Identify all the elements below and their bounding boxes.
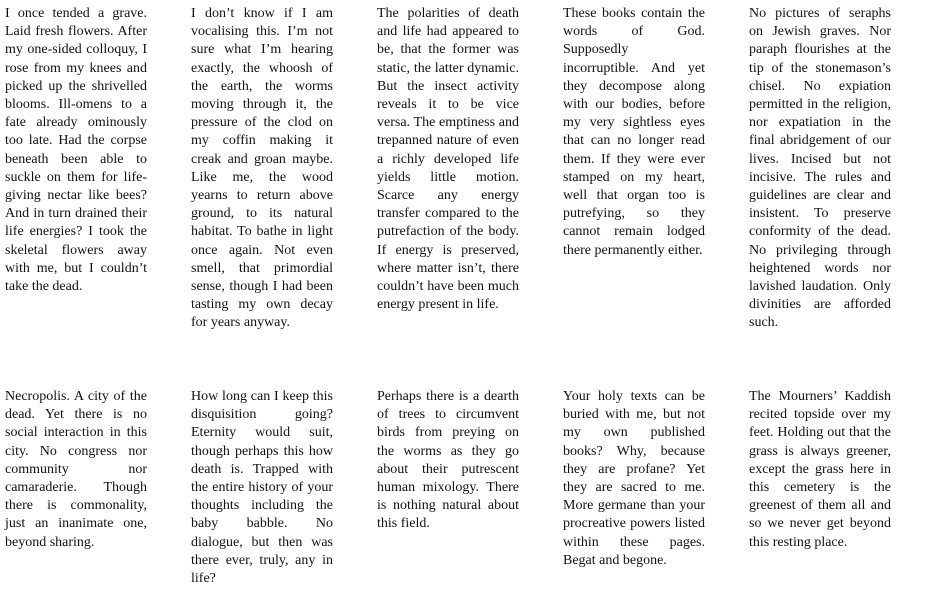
text-block-kaddish: The Mourners’ Kaddish recited topside over my feet. Holding out that the grass is always greener, except the grass here in this cemetery is the greenest of them all and so we never get beyond this resting place. [749,389,891,550]
text-block-trees: Perhaps there is a dearth of trees to circumvent birds from preying on the worms as they go about their putrescent human mixology. There is nothing natural about this field. [377,389,519,532]
text-block-holy-texts: Your holy texts can be buried with me, but not my own published books? Why, because they are profane? Yet they are sacred to me. More germane than your procreative powers listed within these pages. Begat and begone. [563,389,705,568]
text-block-jewish-graves: No pictures of seraphs on Jewish graves. Nor paraph flourishes at the tip of the stonemason’s chisel. No expiation permitted in the religion, nor expatiation in the final abridgement of our lives. Incised but not incisive. The rules and guidelines are clear and insistent. To preserve conformity of the dead. No privileging through heightened words nor lavished laudation. Only divinities are afforded such. [749,6,891,331]
text-block-polarities: The polarities of death and life had appeared to be, that the former was static, the latter dynamic. But the insect activity reveals it to be vice versa. The emptiness and trepanned nature of even a richly developed life yields little motion. Scarce any energy transfer compared to the putrefaction of the body. If energy is preserved, where matter isn’t, there couldn’t have been much energy present in life. [377,6,519,313]
text-block-vocalising: I don’t know if I am vocalising this. I’m not sure what I’m hearing exactly, the whoosh of the earth, the worms moving through it, the pressure of the clod on my coffin making it creak and groan maybe. Like me, the wood yearns to return above ground, to its natural habitat. To bathe in light once again. Not even smell, that primordial sense, though I had been tasting my own decay for years anyway. [191,6,333,331]
text-block-words-of-god: These books contain the words of God. Supposedly incorruptible. And yet they decompose along with our bodies, before my very sightless eyes that can no longer read them. If they were ever stamped on my heart, well that organ too is putrefying, so they cannot remain lodged there permanently either. [563,6,705,258]
text-block-disquisition: How long can I keep this disquisition going? Eternity would suit, though perhaps this how death is. Trapped with the entire history of your thoughts including the baby babble. No dialogue, but then was there ever, truly, any in life? [191,389,333,587]
text-block-grave-flowers: I once tended a grave. Laid fresh flowers. After my one-sided colloquy, I rose from my knees and picked up the shrivelled blooms. Ill-omens to a fate already ominously too late. Had the corpse beneath been able to suckle on them for life-giving nectar like bees? And in turn drained their life energies? I took the skeletal flowers away with me, but I couldn’t take the dead. [5,6,147,295]
text-block-necropolis: Necropolis. A city of the dead. Yet there is no social interaction in this city. No congress nor community nor camaraderie. Though there is commonality, just an inanimate one, beyond sharing. [5,389,147,550]
